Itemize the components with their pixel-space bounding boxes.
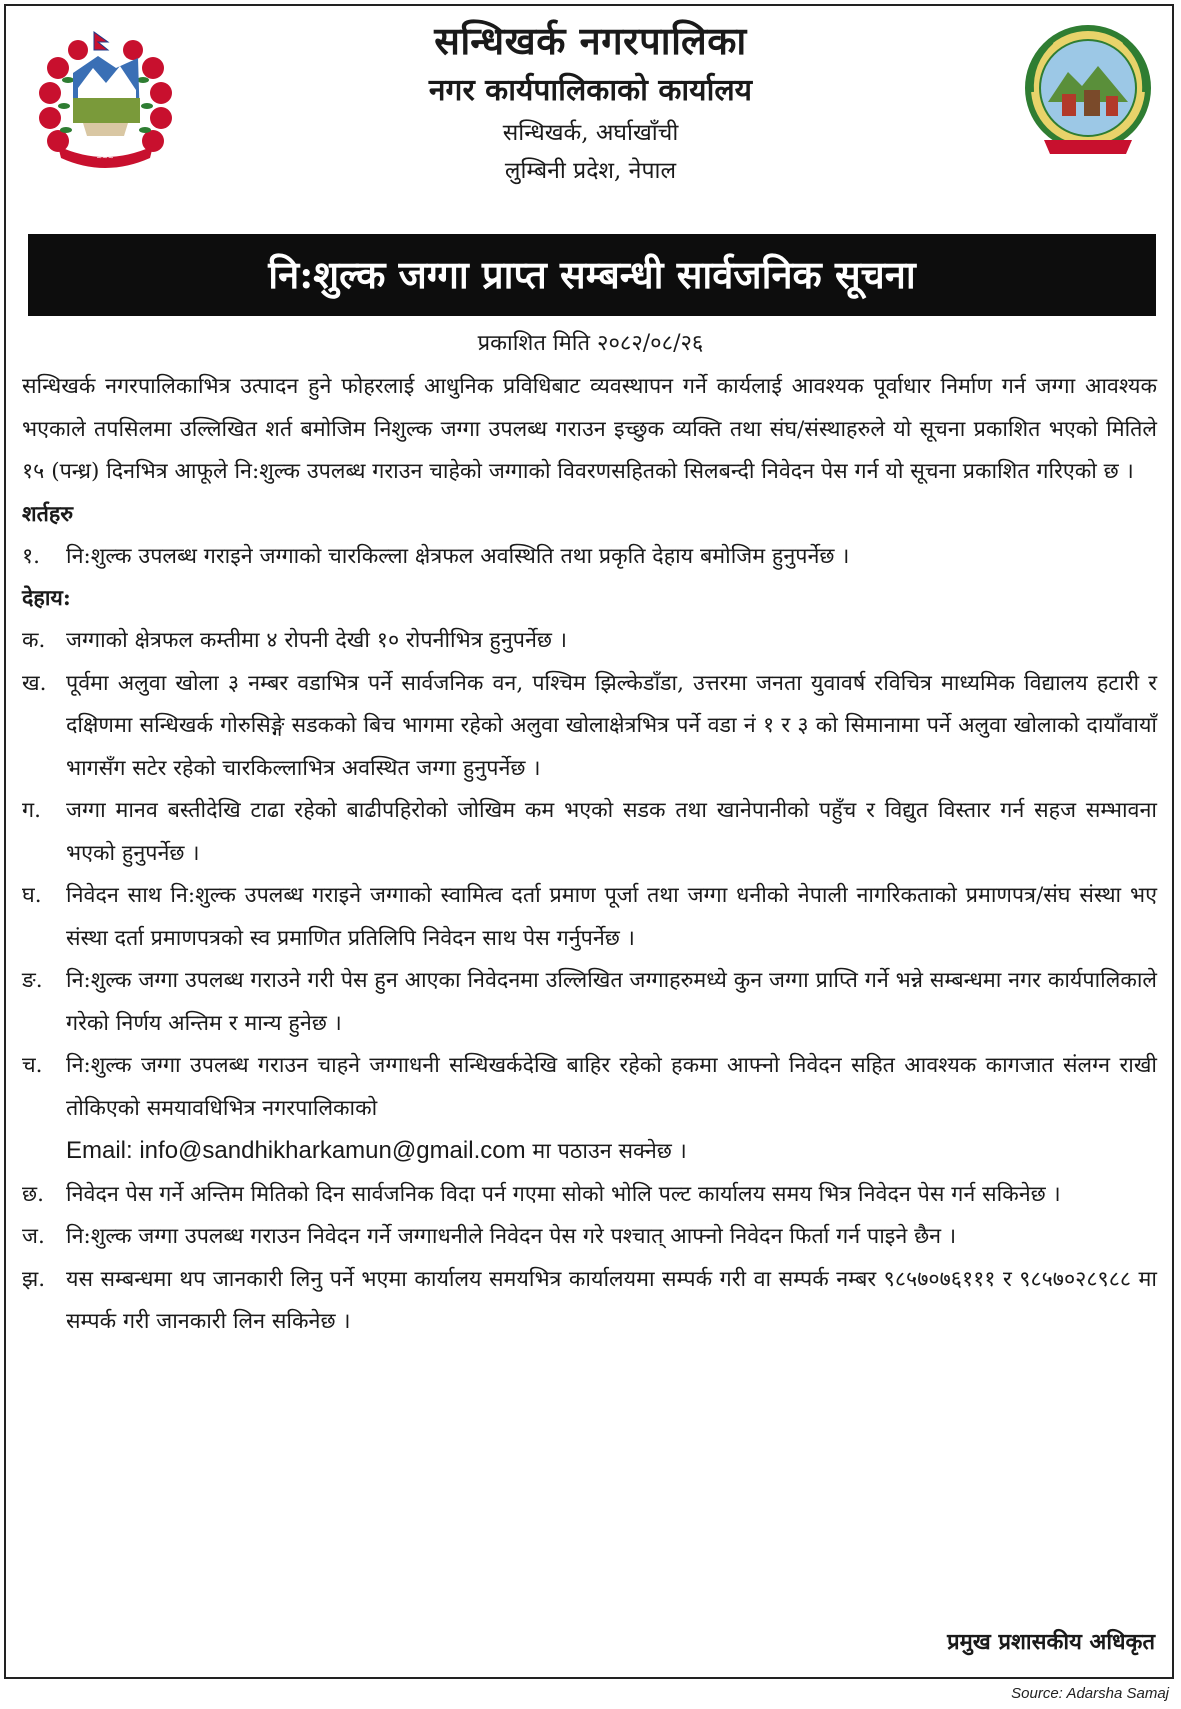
- item-number: छ.: [22, 1181, 44, 1207]
- item-text-after-email: मा पठाउन सक्नेछ ।: [532, 1139, 687, 1164]
- item-text: नि:शुल्क जग्गा उपलब्ध गराउने गरी पेस हुन आएका निवेदनमा उल्लिखित जग्गाहरुमध्ये कुन जग्गा प्राप्ति गर्ने भन्ने सम्बन्धमा नगर कार्यपालिकाले गरेको निर्णय अन्तिम र मान्य हुनेछ ।: [66, 968, 1157, 1036]
- item-text: निवेदन पेस गर्ने अन्तिम मितिको दिन सार्वजनिक विदा पर्न गएमा सोको भोलि पल्ट कार्यालय समय भित्र निवेदन पेस गर्न सकिनेछ ।: [66, 1181, 1061, 1207]
- item-text: यस सम्बन्धमा थप जानकारी लिनु पर्ने भएमा कार्यालय समयभित्र कार्यालयमा सम्पर्क गरी वा सम्पर्क नम्बर ९८५७०७६१११ र ९८५७०२८९८८ मा सम्पर्क गरी जानकारी लिन सकिनेछ ।: [66, 1266, 1157, 1334]
- header: [200, 14, 981, 190]
- item-text: निवेदन साथ नि:शुल्क उपलब्ध गराइने जग्गाको स्वामित्व दर्ता प्रमाण पूर्जा तथा जग्गा धनीको नेपाली नागरिकताको प्रमाणपत्र/संघ संस्था भए संस्था दर्ता प्रमाणपत्रको स्व प्रमाणित प्रतिलिपि निवेदन साथ पेस गर्नुपर्नेछ ।: [66, 883, 1157, 951]
- item-text: पूर्वमा अलुवा खोला ३ नम्बर वडाभित्र पर्ने सार्वजनिक वन, पश्चिम झिल्केडाँडा, उत्तरमा जनता युवावर्ष रविचित्र माध्यमिक विद्यालय हटारी र दक्षिणमा सन्धिखर्क गोरुसिङ्गे सडकको बिच भागमा रहेको अलुवा खोलाक्षेत्रभित्र पर्ने वडा नं १ र ३ को सिमानामा पर्ने अलुवा खोलाको दायाँवायाँ भागसँग सटेर रहेको चारकिल्लाभित्र अवस्थित जग्गा हुनुपर्नेछ ।: [66, 670, 1157, 781]
- signature-title: प्रमुख प्रशासकीय अधिकृत: [947, 1629, 1155, 1655]
- dehaya-heading: देहाय:: [22, 586, 71, 611]
- email-address[interactable]: Email: info@sandhikharkamun@gmail.com: [66, 1137, 526, 1164]
- item-number: क.: [22, 628, 46, 653]
- list-item: [22, 960, 1157, 1045]
- notice-body: [22, 366, 1157, 1344]
- list-item: [22, 875, 1157, 960]
- list-item: [22, 1259, 1157, 1344]
- item-number: च.: [22, 1053, 43, 1078]
- item-number: झ.: [22, 1266, 46, 1292]
- item-text: जग्गा मानव बस्तीदेखि टाढा रहेको बाढीपहिरोको जोखिम कम भएको सडक तथा खानेपानीको पहुँच र विद्युत विस्तार गर्न सहज सम्भावना भएको हुनुपर्नेछ ।: [66, 798, 1157, 866]
- list-item: [22, 790, 1157, 875]
- item-text-before-email: नि:शुल्क जग्गा उपलब्ध गराउन चाहने जग्गाधनी सन्धिखर्कदेखि बाहिर रहेको हकमा आफ्नो निवेदन सहित आवश्यक कागजात संलग्न राखी तोकिएको समयावधिभित्र नगरपालिकाको: [66, 1053, 1157, 1121]
- item-number: ख.: [22, 670, 47, 696]
- item-number: ज.: [22, 1224, 45, 1249]
- conditions-heading: शर्तहरु: [22, 501, 74, 527]
- item-number: ङ.: [22, 968, 43, 993]
- address-line-1: सन्धिखर्क, अर्घाखाँची: [502, 120, 679, 146]
- published-date: प्रकाशित मिति २०८२/०८/२६: [477, 331, 704, 356]
- intro-paragraph: सन्धिखर्क नगरपालिकाभित्र उत्पादन हुने फोहरलाई आधुनिक प्रविधिबाट व्यवस्थापन गर्ने कार्यलाई आवश्यक पूर्वाधार निर्माण गर्न जग्गा आवश्यक भएकाले तपसिलमा उल्लिखित शर्त बमोजिम निशुल्क जग्गा उपलब्ध गराउन इच्छुक व्यक्ति तथा संघ/संस्थाहरुले यो सूचना प्रकाशित भएको मितिले १५ (पन्ध्र) दिनभित्र आफूले नि:शुल्क उपलब्ध गराउन चाहेको जग्गाको विवरणसहितको सिलबन्दी निवेदन पेस गर्न यो सूचना प्रकाशित गरिएको छ ।: [22, 374, 1157, 484]
- item-text: नि:शुल्क जग्गा उपलब्ध गराउन निवेदन गर्ने जग्गाधनीले निवेदन पेस गरे पश्चात् आफ्नो निवेदन फिर्ता गर्न पाइने छैन ।: [66, 1224, 957, 1249]
- condition-number: १.: [22, 543, 41, 569]
- list-item: [22, 620, 1157, 663]
- list-item: [22, 1045, 1157, 1174]
- list-item: [22, 1174, 1157, 1217]
- nepal-emblem-icon: [28, 28, 183, 178]
- item-text: जग्गाको क्षेत्रफल कम्तीमा ४ रोपनी देखी १० रोपनीभित्र हुनुपर्नेछ ।: [66, 628, 567, 653]
- item-text: [66, 1045, 1157, 1174]
- office-name: नगर कार्यपालिकाको कार्यालय: [428, 73, 753, 108]
- svg-text:~~~: ~~~: [96, 154, 114, 162]
- condition-text: नि:शुल्क उपलब्ध गराइने जग्गाको चारकिल्ला क्षेत्रफल अवस्थिति तथा प्रकृति देहाय बमोजिम हुनुपर्नेछ ।: [66, 543, 850, 569]
- notice-title: नि:शुल्क जग्गा प्राप्त सम्बन्धी सार्वजनिक सूचना: [28, 234, 1156, 316]
- list-item: [22, 1216, 1157, 1259]
- item-number: ग.: [22, 798, 41, 823]
- list-item: [22, 663, 1157, 791]
- condition-item: [22, 536, 1157, 579]
- source-credit: Source: Adarsha Samaj: [1011, 1685, 1169, 1702]
- address-line-2: लुम्बिनी प्रदेश, नेपाल: [504, 158, 677, 184]
- org-name: सन्धिखर्क नगरपालिका: [434, 18, 747, 63]
- item-number: घ.: [22, 883, 42, 908]
- municipality-seal-icon: [1022, 22, 1154, 172]
